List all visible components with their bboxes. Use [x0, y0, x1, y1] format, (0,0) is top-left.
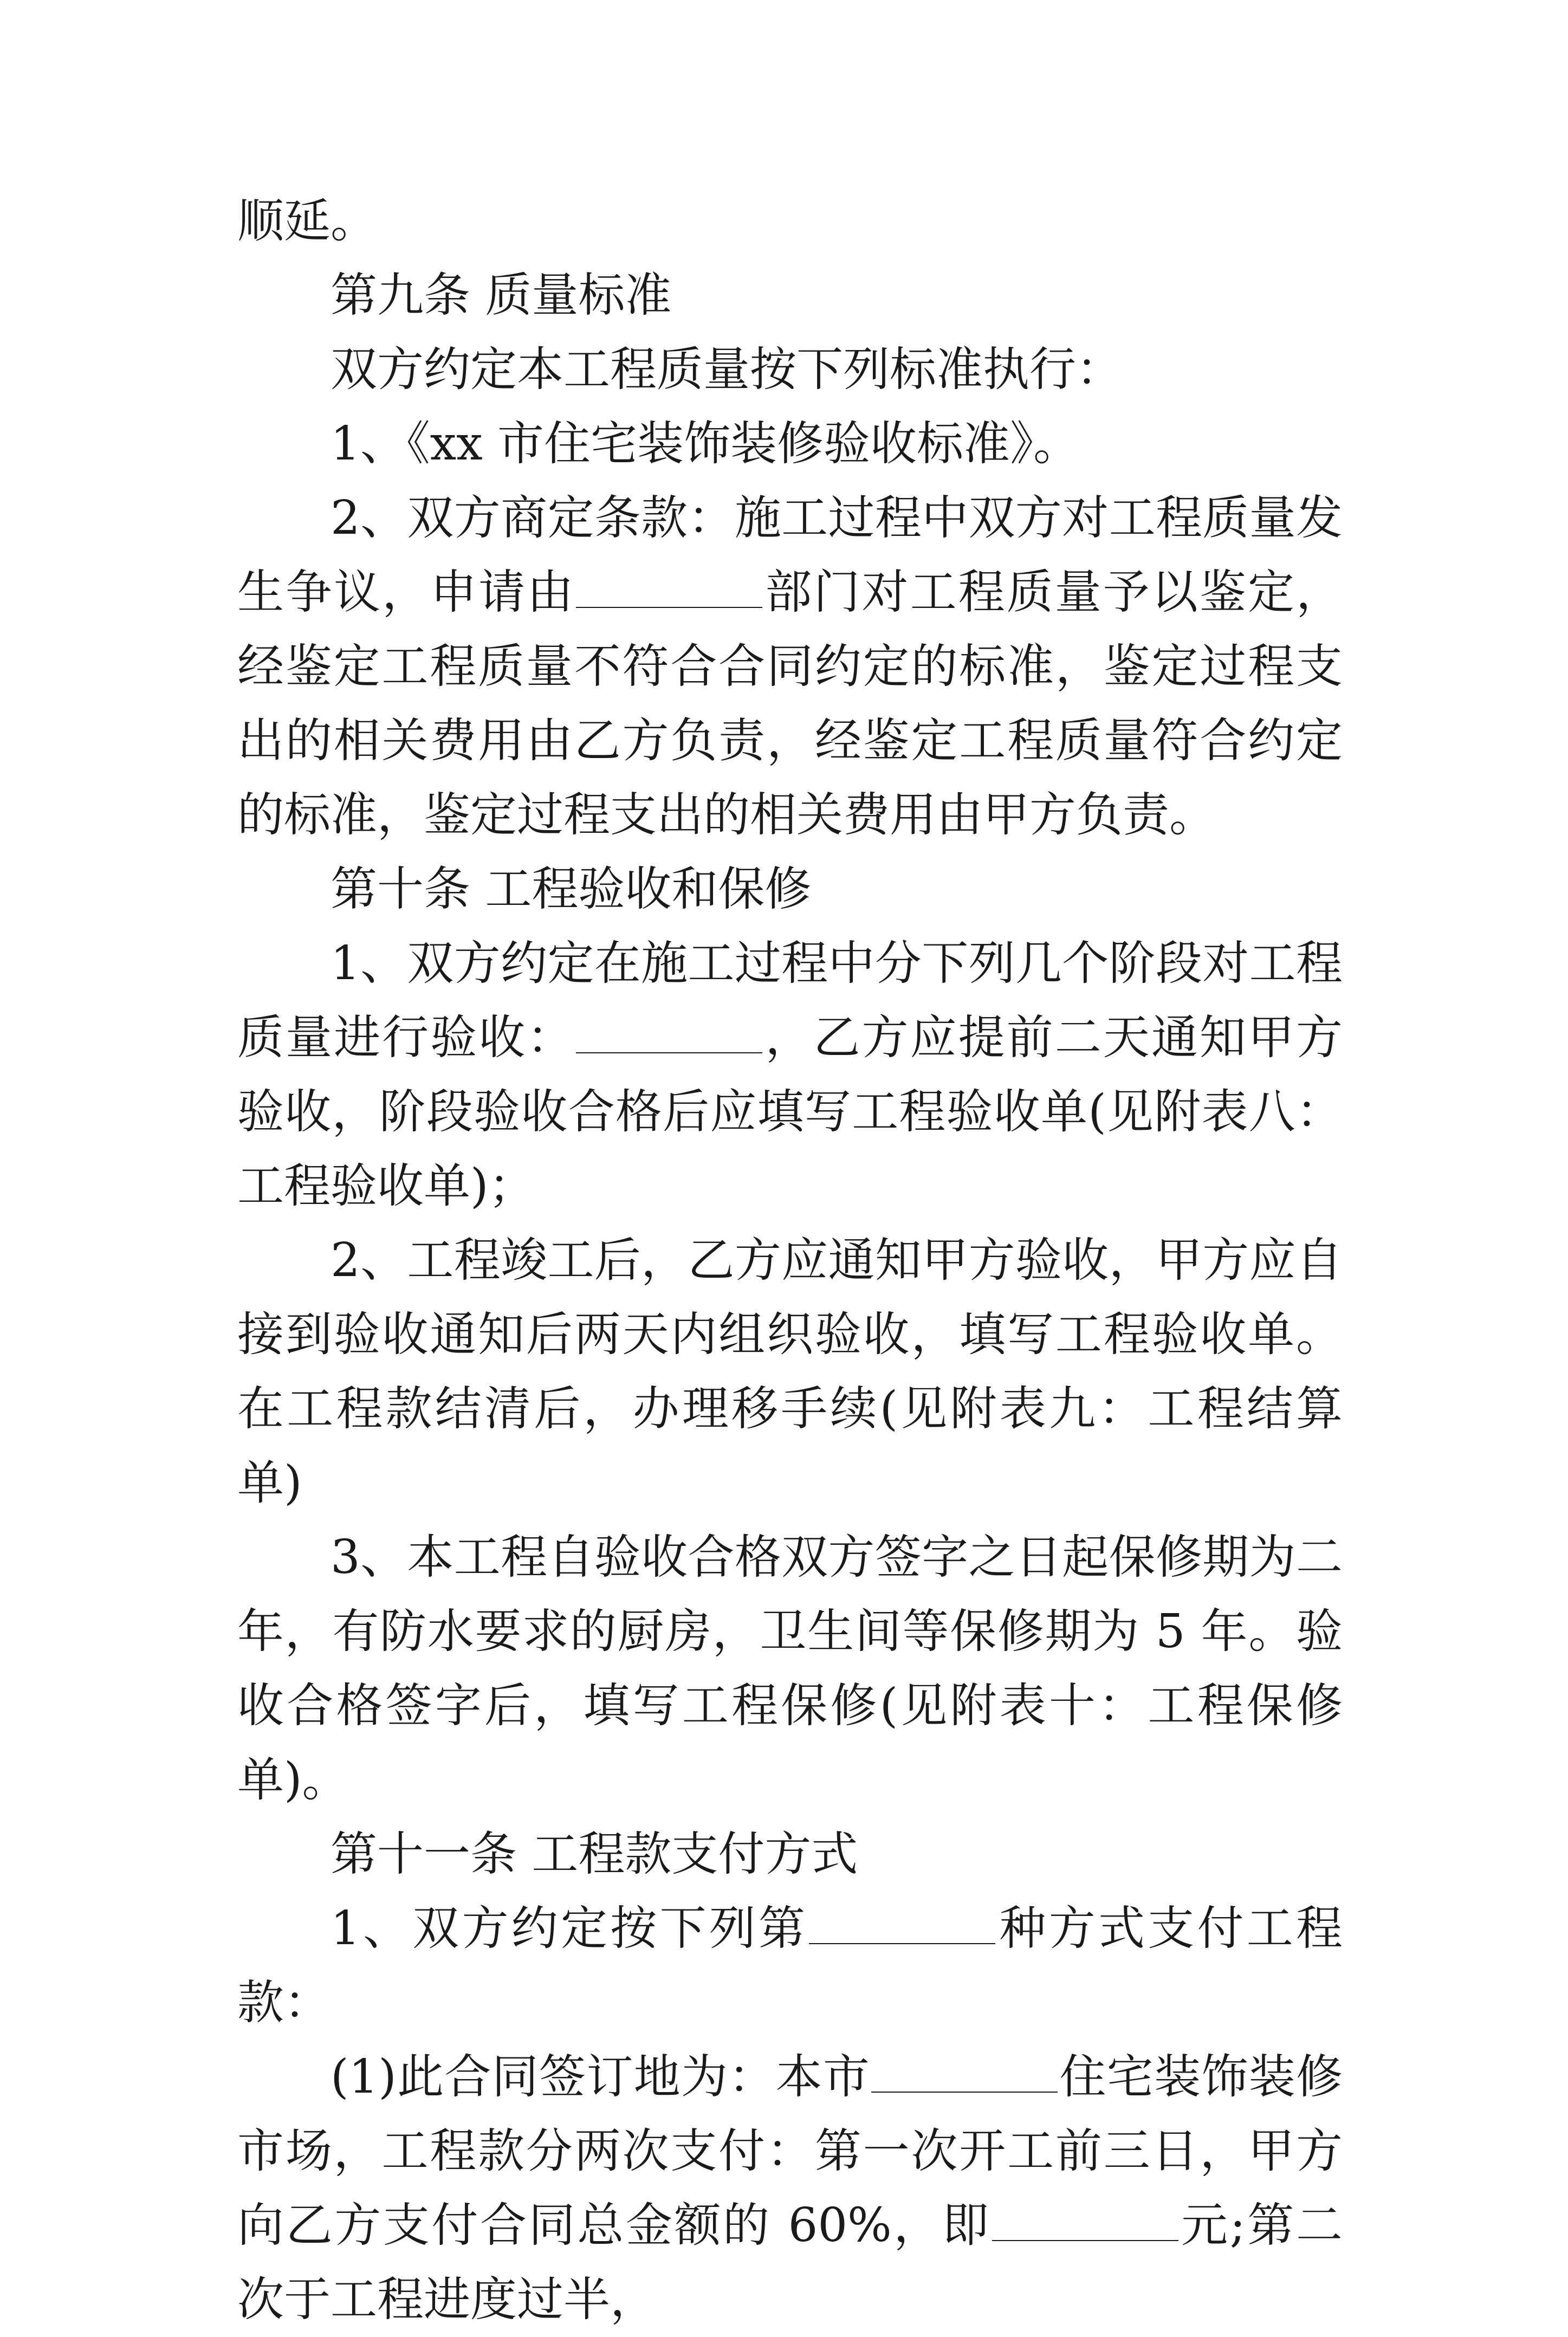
fill-in-blank: [809, 1943, 995, 1944]
document-page: [237, 184, 1343, 2337]
text-segment: 2、双方商定条款：施工过程中双方对工程质量发生争议，申请由: [237, 491, 1343, 619]
paragraph-quality-dispute: [237, 481, 1343, 852]
paragraph-payment-option-1: [237, 2040, 1343, 2337]
text-segment: (1)此合同签订地为：本市: [331, 2050, 871, 2104]
fill-in-blank: [576, 606, 762, 608]
text-segment: 1、双方约定按下列第: [331, 1901, 808, 1956]
text-segment: 部门对工程质量予以鉴定，经鉴定工程质量不符合合同约定的标准，鉴定过程支出的相关费用由乙方负责，经鉴定工程质量符合约定的标准，鉴定过程支出的相关费用由甲方负责。: [237, 565, 1343, 842]
article-10-heading: 第十条 工程验收和保修: [331, 862, 812, 916]
text-segment: ，乙方应提前二天通知甲方验收，阶段验收合格后应填写工程验收单(见附表八：工程验收单)；: [237, 1011, 1343, 1213]
text-segment: 1、双方约定在施工过程中分下列几个阶段对工程质量进行验收：: [237, 936, 1343, 1065]
paragraph-continuation: 顺延。: [237, 194, 377, 248]
paragraph-completion-acceptance: 2、工程竣工后，乙方应通知甲方验收，甲方应自接到验收通知后两天内组织验收，填写工程验收单。在工程款结清后，办理移手续(见附表九：工程结算单): [237, 1233, 1343, 1510]
paragraph-stage-acceptance: [237, 927, 1343, 1223]
text-segment: 元;第二次于工程进度过半，: [237, 2198, 1343, 2327]
fill-in-blank: [871, 2091, 1058, 2093]
fill-in-blank: [992, 2239, 1178, 2241]
paragraph-quality-intro: 双方约定本工程质量按下列标准执行：: [331, 342, 1123, 397]
paragraph-warranty: 3、本工程自验收合格双方签字之日起保修期为二年，有防水要求的厨房，卫生间等保修期为 5 年。验收合格签字后，填写工程保修(见附表十：工程保修单)。: [237, 1530, 1343, 1807]
article-9-heading: 第九条 质量标准: [331, 268, 672, 322]
fill-in-blank: [576, 1052, 762, 1053]
text-segment: 住宅装饰装修市场，工程款分两次支付：第一次开工前三日，甲方向乙方支付合同总金额的 60%，即: [237, 2050, 1343, 2252]
article-11-heading: 第十一条 工程款支付方式: [331, 1827, 858, 1881]
text-segment: 种方式支付工程款：: [237, 1901, 1343, 2030]
paragraph-quality-standard: 1、《xx 市住宅装饰装修验收标准》。: [331, 417, 1080, 471]
paragraph-payment-method: [237, 1892, 1343, 2040]
